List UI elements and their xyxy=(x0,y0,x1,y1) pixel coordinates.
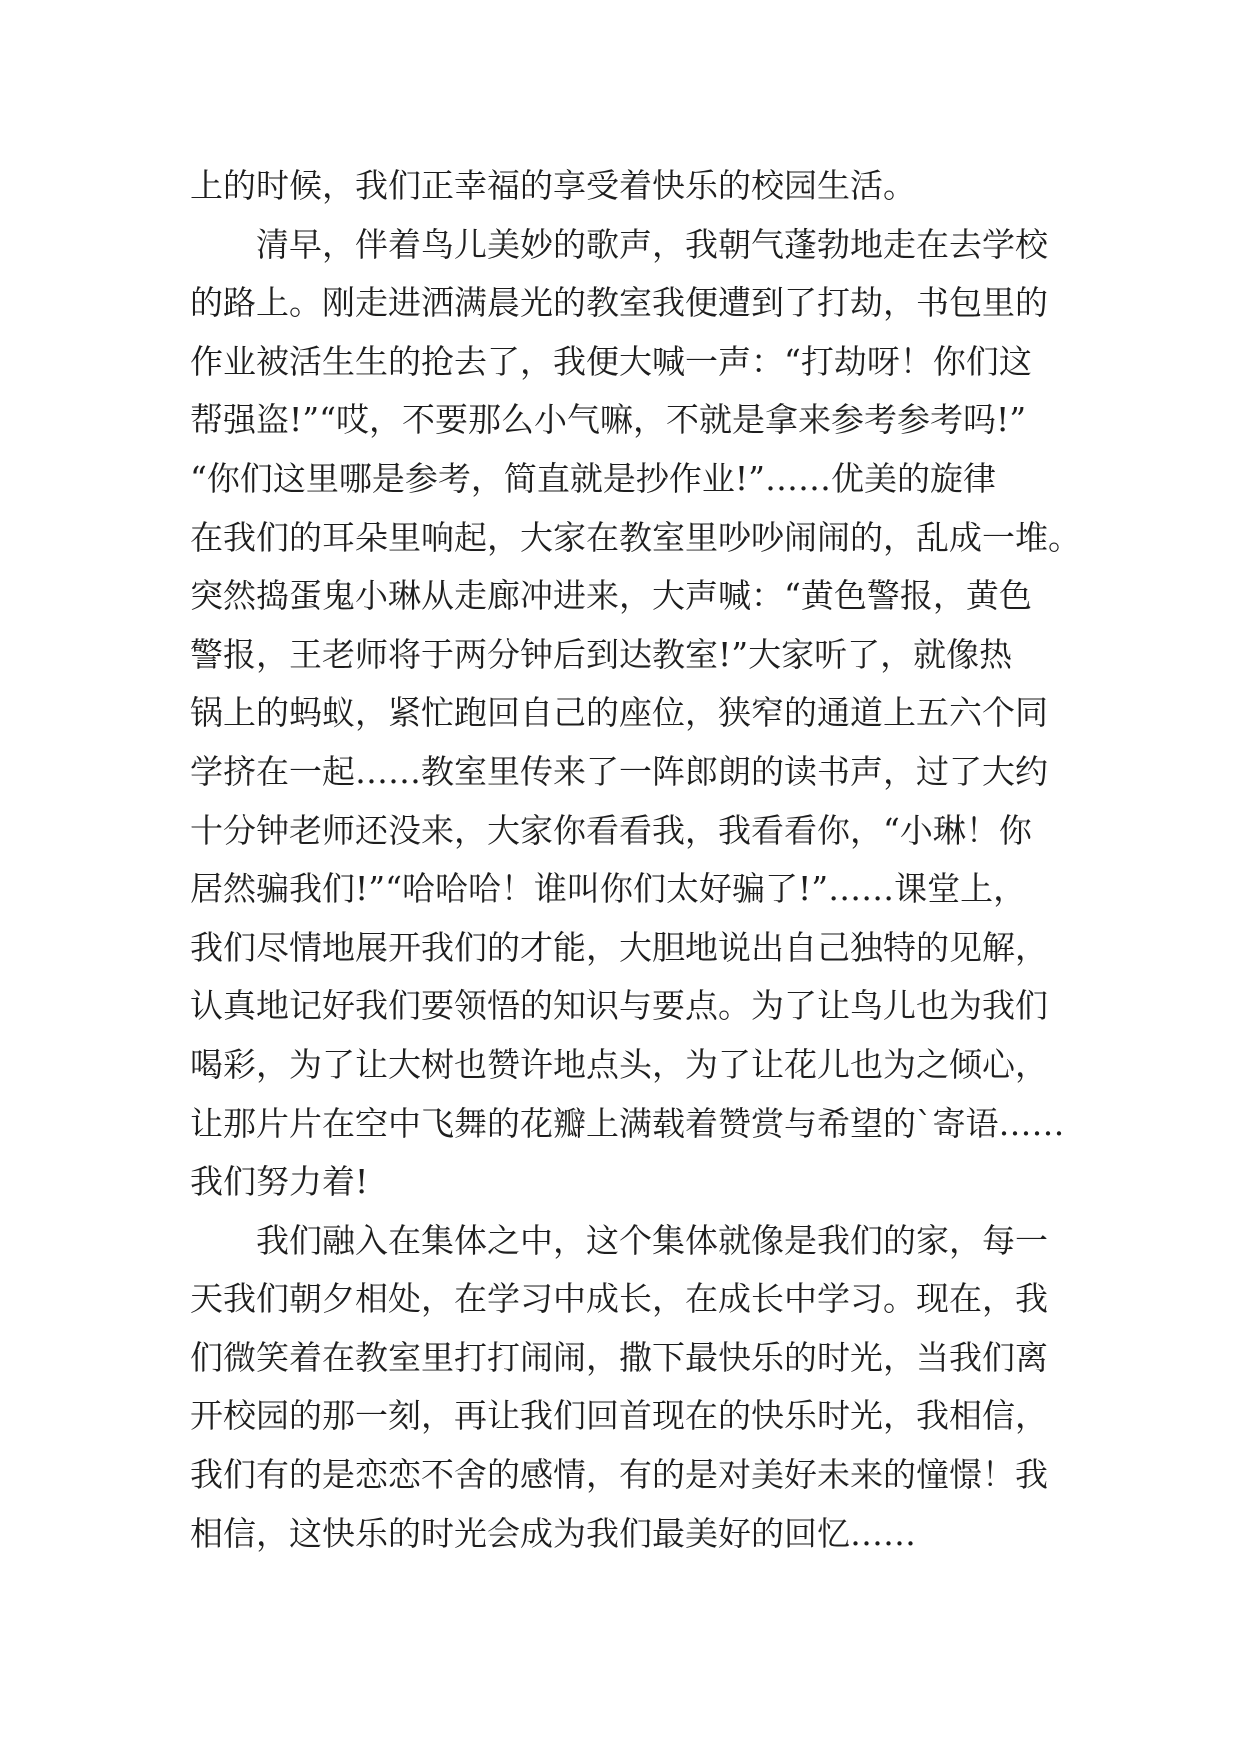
text-line: 我们努力着! xyxy=(190,1162,369,1202)
text-line: 学挤在一起……教室里传来了一阵郎朗的读书声，过了大约 xyxy=(190,751,1048,791)
text-line: 我们尽情地展开我们的才能，大胆地说出自己独特的见解， xyxy=(190,927,1048,967)
text-line: 开校园的那一刻，再让我们回首现在的快乐时光，我相信， xyxy=(190,1396,1048,1436)
text-line: “你们这里哪是参考，简直就是抄作业!”……优美的旋律 xyxy=(190,458,997,498)
text-line: 相信，这快乐的时光会成为我们最美好的回忆…… xyxy=(190,1513,916,1553)
text-line: 在我们的耳朵里响起，大家在教室里吵吵闹闹的，乱成一堆。 xyxy=(190,517,1081,557)
text-line: 认真地记好我们要领悟的知识与要点。为了让鸟儿也为我们 xyxy=(190,986,1048,1026)
text-line: 清早，伴着鸟儿美妙的歌声，我朝气蓬勃地走在去学校 xyxy=(190,224,1048,264)
text-line: 喝彩，为了让大树也赞许地点头，为了让花儿也为之倾心， xyxy=(190,1044,1048,1084)
text-line: 天我们朝夕相处，在学习中成长，在成长中学习。现在，我 xyxy=(190,1279,1048,1319)
text-line: 我们有的是恋恋不舍的感情，有的是对美好未来的憧憬！我 xyxy=(190,1455,1048,1495)
text-line: 警报，王老师将于两分钟后到达教室!”大家听了，就像热 xyxy=(190,634,1013,674)
body-text xyxy=(190,157,1090,1563)
text-line: 们微笑着在教室里打打闹闹，撒下最快乐的时光，当我们离 xyxy=(190,1337,1048,1377)
text-line: 帮强盗!”“哎，不要那么小气嘛，不就是拿来参考参考吗!” xyxy=(190,400,1027,440)
text-line: 十分钟老师还没来，大家你看看我，我看看你，“小琳！你 xyxy=(190,810,1032,850)
text-line: 居然骗我们!”“哈哈哈！谁叫你们太好骗了!”……课堂上， xyxy=(190,869,1027,909)
text-line: 上的时候，我们正幸福的享受着快乐的校园生活。 xyxy=(190,166,916,205)
text-line: 作业被活生生的抢去了，我便大喊一声：“打劫呀！你们这 xyxy=(190,341,1032,381)
text-line: 我们融入在集体之中，这个集体就像是我们的家，每一 xyxy=(190,1220,1048,1260)
text-line: 让那片片在空中飞舞的花瓣上满载着赞赏与希望的`寄语…… xyxy=(190,1103,1065,1143)
text-line: 的路上。刚走进洒满晨光的教室我便遭到了打劫，书包里的 xyxy=(190,283,1048,323)
text-line: 突然捣蛋鬼小琳从走廊冲进来，大声喊：“黄色警报，黄色 xyxy=(190,576,1032,616)
text-line: 锅上的蚂蚁，紧忙跑回自己的座位，狭窄的通道上五六个同 xyxy=(190,693,1048,733)
